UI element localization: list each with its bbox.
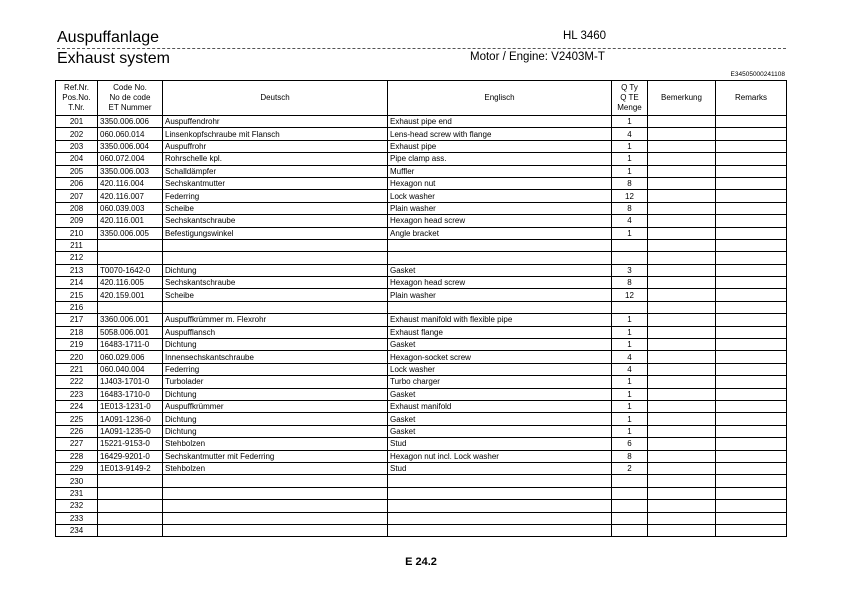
description-de-cell: Stehbolzen xyxy=(163,462,388,474)
ref-cell: 209 xyxy=(56,215,98,227)
table-row xyxy=(56,140,787,152)
table-row xyxy=(56,202,787,214)
table-row xyxy=(56,524,787,536)
table-row xyxy=(56,277,787,289)
table-row xyxy=(56,450,787,462)
ref-cell: 233 xyxy=(56,512,98,524)
table-row xyxy=(56,376,787,388)
description-de-cell xyxy=(163,252,388,264)
code-cell: 3350.006.003 xyxy=(98,165,163,177)
remarks-cell xyxy=(716,339,787,351)
remarks-cell xyxy=(716,450,787,462)
remarks-cell xyxy=(716,289,787,301)
description-de-cell: Scheibe xyxy=(163,202,388,214)
description-de-cell: Dichtung xyxy=(163,413,388,425)
col-header-ref-line: Pos.No. xyxy=(62,93,91,102)
description-en-cell: Stud xyxy=(388,462,612,474)
col-header-ref-line: T.Nr. xyxy=(68,103,85,112)
quantity-cell xyxy=(612,239,648,251)
remarks-cell xyxy=(716,177,787,189)
remarks-cell xyxy=(716,475,787,487)
quantity-cell: 1 xyxy=(612,314,648,326)
col-header-code-line: Code No. xyxy=(113,83,147,92)
table-row xyxy=(56,252,787,264)
description-de-cell xyxy=(163,500,388,512)
table-row xyxy=(56,400,787,412)
description-de-cell xyxy=(163,239,388,251)
description-de-cell: Schalldämpfer xyxy=(163,165,388,177)
table-row xyxy=(56,177,787,189)
ref-cell: 228 xyxy=(56,450,98,462)
table-row xyxy=(56,326,787,338)
description-en-cell: Gasket xyxy=(388,339,612,351)
description-de-cell xyxy=(163,524,388,536)
code-cell xyxy=(98,512,163,524)
quantity-cell: 8 xyxy=(612,177,648,189)
bemerkung-cell xyxy=(648,165,716,177)
quantity-cell: 6 xyxy=(612,438,648,450)
bemerkung-cell xyxy=(648,314,716,326)
remarks-cell xyxy=(716,239,787,251)
ref-cell: 210 xyxy=(56,227,98,239)
description-de-cell xyxy=(163,475,388,487)
code-cell xyxy=(98,301,163,313)
bemerkung-cell xyxy=(648,301,716,313)
bemerkung-cell xyxy=(648,227,716,239)
code-cell: 060.029.006 xyxy=(98,351,163,363)
description-en-cell: Gasket xyxy=(388,388,612,400)
remarks-cell xyxy=(716,487,787,499)
bemerkung-cell xyxy=(648,388,716,400)
description-de-cell: Dichtung xyxy=(163,425,388,437)
code-cell: 1E013-1231-0 xyxy=(98,400,163,412)
description-en-cell: Hexagon-socket screw xyxy=(388,351,612,363)
quantity-cell: 1 xyxy=(612,339,648,351)
remarks-cell xyxy=(716,388,787,400)
description-en-cell: Plain washer xyxy=(388,289,612,301)
remarks-cell xyxy=(716,413,787,425)
table-row xyxy=(56,512,787,524)
bemerkung-cell xyxy=(648,339,716,351)
bemerkung-cell xyxy=(648,413,716,425)
description-en-cell: Lock washer xyxy=(388,190,612,202)
description-en-cell: Muffler xyxy=(388,165,612,177)
quantity-cell: 4 xyxy=(612,351,648,363)
remarks-cell xyxy=(716,264,787,276)
col-header-englisch: Englisch xyxy=(388,81,612,116)
col-header-remarks: Remarks xyxy=(716,81,787,116)
quantity-cell: 1 xyxy=(612,376,648,388)
col-header-bemerkung: Bemerkung xyxy=(648,81,716,116)
bemerkung-cell xyxy=(648,363,716,375)
description-en-cell: Lens-head screw with flange xyxy=(388,128,612,140)
code-cell: 1E013-9149-2 xyxy=(98,462,163,474)
ref-cell: 224 xyxy=(56,400,98,412)
description-de-cell xyxy=(163,487,388,499)
description-en-cell: Exhaust pipe xyxy=(388,140,612,152)
description-de-cell xyxy=(163,301,388,313)
table-row xyxy=(56,388,787,400)
description-de-cell: Dichtung xyxy=(163,339,388,351)
code-cell: 060.039.003 xyxy=(98,202,163,214)
bemerkung-cell xyxy=(648,475,716,487)
description-de-cell: Innensechskantschraube xyxy=(163,351,388,363)
description-de-cell: Federring xyxy=(163,190,388,202)
quantity-cell: 8 xyxy=(612,202,648,214)
table-row xyxy=(56,227,787,239)
bemerkung-cell xyxy=(648,239,716,251)
ref-cell: 208 xyxy=(56,202,98,214)
description-en-cell: Exhaust manifold xyxy=(388,400,612,412)
description-en-cell: Plain washer xyxy=(388,202,612,214)
description-de-cell: Federring xyxy=(163,363,388,375)
description-de-cell: Dichtung xyxy=(163,388,388,400)
bemerkung-cell xyxy=(648,524,716,536)
description-en-cell: Angle bracket xyxy=(388,227,612,239)
code-cell: 5058.006.001 xyxy=(98,326,163,338)
table-header-row xyxy=(56,81,787,116)
quantity-cell: 12 xyxy=(612,289,648,301)
bemerkung-cell xyxy=(648,400,716,412)
remarks-cell xyxy=(716,500,787,512)
code-cell: 3350.006.005 xyxy=(98,227,163,239)
bemerkung-cell xyxy=(648,376,716,388)
ref-cell: 218 xyxy=(56,326,98,338)
code-cell: 3350.006.006 xyxy=(98,116,163,128)
quantity-cell: 1 xyxy=(612,140,648,152)
ref-cell: 216 xyxy=(56,301,98,313)
ref-cell: 219 xyxy=(56,339,98,351)
remarks-cell xyxy=(716,277,787,289)
description-en-cell xyxy=(388,252,612,264)
table-row xyxy=(56,165,787,177)
bemerkung-cell xyxy=(648,425,716,437)
remarks-cell xyxy=(716,227,787,239)
ref-cell: 201 xyxy=(56,116,98,128)
quantity-cell: 1 xyxy=(612,165,648,177)
table-row xyxy=(56,314,787,326)
description-en-cell xyxy=(388,239,612,251)
quantity-cell xyxy=(612,301,648,313)
quantity-cell xyxy=(612,475,648,487)
table-row xyxy=(56,339,787,351)
ref-cell: 221 xyxy=(56,363,98,375)
code-cell: 3350.006.004 xyxy=(98,140,163,152)
description-en-cell: Exhaust flange xyxy=(388,326,612,338)
ref-cell: 203 xyxy=(56,140,98,152)
quantity-cell: 1 xyxy=(612,388,648,400)
col-header-deutsch: Deutsch xyxy=(163,81,388,116)
ref-cell: 232 xyxy=(56,500,98,512)
remarks-cell xyxy=(716,462,787,474)
code-cell: 1J403-1701-0 xyxy=(98,376,163,388)
ref-cell: 202 xyxy=(56,128,98,140)
ref-cell: 211 xyxy=(56,239,98,251)
table-row xyxy=(56,413,787,425)
code-cell: 420.116.004 xyxy=(98,177,163,189)
quantity-cell: 12 xyxy=(612,190,648,202)
description-en-cell: Turbo charger xyxy=(388,376,612,388)
quantity-cell: 4 xyxy=(612,128,648,140)
quantity-cell xyxy=(612,512,648,524)
description-en-cell: Exhaust manifold with flexible pipe xyxy=(388,314,612,326)
description-en-cell: Gasket xyxy=(388,425,612,437)
remarks-cell xyxy=(716,140,787,152)
remarks-cell xyxy=(716,400,787,412)
description-de-cell: Auspuffendrohr xyxy=(163,116,388,128)
quantity-cell xyxy=(612,487,648,499)
bemerkung-cell xyxy=(648,128,716,140)
remarks-cell xyxy=(716,314,787,326)
table-row xyxy=(56,475,787,487)
remarks-cell xyxy=(716,202,787,214)
table-row xyxy=(56,462,787,474)
ref-cell: 204 xyxy=(56,153,98,165)
ref-cell: 217 xyxy=(56,314,98,326)
ref-cell: 231 xyxy=(56,487,98,499)
remarks-cell xyxy=(716,351,787,363)
description-en-cell xyxy=(388,524,612,536)
code-cell: T0070-1642-0 xyxy=(98,264,163,276)
description-en-cell xyxy=(388,301,612,313)
code-cell: 1A091-1235-0 xyxy=(98,425,163,437)
document-reference: E34505000241108 xyxy=(730,71,785,78)
remarks-cell xyxy=(716,252,787,264)
ref-cell: 213 xyxy=(56,264,98,276)
col-header-ref xyxy=(56,81,98,116)
bemerkung-cell xyxy=(648,202,716,214)
description-de-cell: Sechskantschraube xyxy=(163,277,388,289)
bemerkung-cell xyxy=(648,487,716,499)
table-row xyxy=(56,487,787,499)
page-title-german: Auspuffanlage xyxy=(57,29,160,46)
bemerkung-cell xyxy=(648,512,716,524)
code-cell: 060.040.004 xyxy=(98,363,163,375)
description-en-cell xyxy=(388,512,612,524)
description-en-cell: Lock washer xyxy=(388,363,612,375)
quantity-cell: 1 xyxy=(612,413,648,425)
quantity-cell xyxy=(612,252,648,264)
table-row xyxy=(56,363,787,375)
col-header-code-line: ET Nummer xyxy=(108,103,152,112)
bemerkung-cell xyxy=(648,140,716,152)
code-cell xyxy=(98,500,163,512)
ref-cell: 215 xyxy=(56,289,98,301)
quantity-cell: 8 xyxy=(612,450,648,462)
code-cell xyxy=(98,252,163,264)
bemerkung-cell xyxy=(648,153,716,165)
description-de-cell xyxy=(163,512,388,524)
description-de-cell: Rohrschelle kpl. xyxy=(163,153,388,165)
description-en-cell: Pipe clamp ass. xyxy=(388,153,612,165)
table-row xyxy=(56,264,787,276)
model-number: HL 3460 xyxy=(563,30,607,42)
ref-cell: 222 xyxy=(56,376,98,388)
ref-cell: 227 xyxy=(56,438,98,450)
code-cell: 16483-1711-0 xyxy=(98,339,163,351)
quantity-cell: 1 xyxy=(612,227,648,239)
quantity-cell: 2 xyxy=(612,462,648,474)
remarks-cell xyxy=(716,128,787,140)
table-row xyxy=(56,215,787,227)
ref-cell: 229 xyxy=(56,462,98,474)
description-de-cell: Scheibe xyxy=(163,289,388,301)
col-header-code-line: No de code xyxy=(109,93,151,102)
description-en-cell xyxy=(388,475,612,487)
code-cell: 420.116.005 xyxy=(98,277,163,289)
code-cell: 16483-1710-0 xyxy=(98,388,163,400)
bemerkung-cell xyxy=(648,326,716,338)
ref-cell: 234 xyxy=(56,524,98,536)
bemerkung-cell xyxy=(648,215,716,227)
bemerkung-cell xyxy=(648,252,716,264)
header-divider xyxy=(57,48,786,49)
remarks-cell xyxy=(716,190,787,202)
description-en-cell: Hexagon nut incl. Lock washer xyxy=(388,450,612,462)
code-cell xyxy=(98,239,163,251)
quantity-cell: 4 xyxy=(612,215,648,227)
bemerkung-cell xyxy=(648,264,716,276)
code-cell: 060.072.004 xyxy=(98,153,163,165)
quantity-cell xyxy=(612,500,648,512)
table-row xyxy=(56,289,787,301)
remarks-cell xyxy=(716,524,787,536)
description-de-cell: Auspuffkrümmer xyxy=(163,400,388,412)
quantity-cell: 4 xyxy=(612,363,648,375)
bemerkung-cell xyxy=(648,500,716,512)
description-en-cell: Hexagon head screw xyxy=(388,277,612,289)
description-de-cell: Dichtung xyxy=(163,264,388,276)
table-row xyxy=(56,116,787,128)
quantity-cell: 8 xyxy=(612,277,648,289)
remarks-cell xyxy=(716,116,787,128)
code-cell xyxy=(98,487,163,499)
description-de-cell: Befestigungswinkel xyxy=(163,227,388,239)
bemerkung-cell xyxy=(648,450,716,462)
description-de-cell: Sechskantschraube xyxy=(163,215,388,227)
description-en-cell: Hexagon head screw xyxy=(388,215,612,227)
col-header-qty-line: Q TE xyxy=(620,93,639,102)
table-row xyxy=(56,438,787,450)
remarks-cell xyxy=(716,215,787,227)
engine-label: Motor / Engine: V2403M-T xyxy=(470,51,605,63)
remarks-cell xyxy=(716,425,787,437)
parts-table xyxy=(55,80,787,537)
description-en-cell: Gasket xyxy=(388,413,612,425)
quantity-cell: 1 xyxy=(612,400,648,412)
bemerkung-cell xyxy=(648,116,716,128)
description-de-cell: Auspuffkrümmer m. Flexrohr xyxy=(163,314,388,326)
quantity-cell: 1 xyxy=(612,116,648,128)
remarks-cell xyxy=(716,165,787,177)
bemerkung-cell xyxy=(648,277,716,289)
ref-cell: 214 xyxy=(56,277,98,289)
ref-cell: 226 xyxy=(56,425,98,437)
code-cell: 420.116.001 xyxy=(98,215,163,227)
remarks-cell xyxy=(716,512,787,524)
bemerkung-cell xyxy=(648,289,716,301)
remarks-cell xyxy=(716,301,787,313)
table-row xyxy=(56,500,787,512)
description-en-cell xyxy=(388,500,612,512)
remarks-cell xyxy=(716,153,787,165)
page-number: E 24.2 xyxy=(405,556,437,568)
bemerkung-cell xyxy=(648,462,716,474)
description-en-cell: Hexagon nut xyxy=(388,177,612,189)
code-cell xyxy=(98,475,163,487)
code-cell: 420.159.001 xyxy=(98,289,163,301)
col-header-code xyxy=(98,81,163,116)
table-row xyxy=(56,239,787,251)
quantity-cell: 3 xyxy=(612,264,648,276)
remarks-cell xyxy=(716,326,787,338)
description-de-cell: Auspuffrohr xyxy=(163,140,388,152)
ref-cell: 205 xyxy=(56,165,98,177)
table-row xyxy=(56,128,787,140)
quantity-cell: 1 xyxy=(612,153,648,165)
col-header-ref-line: Ref.Nr. xyxy=(64,83,89,92)
ref-cell: 212 xyxy=(56,252,98,264)
table-row xyxy=(56,425,787,437)
bemerkung-cell xyxy=(648,351,716,363)
table-row xyxy=(56,301,787,313)
table-row xyxy=(56,153,787,165)
bemerkung-cell xyxy=(648,438,716,450)
quantity-cell: 1 xyxy=(612,425,648,437)
remarks-cell xyxy=(716,363,787,375)
ref-cell: 223 xyxy=(56,388,98,400)
ref-cell: 230 xyxy=(56,475,98,487)
col-header-qty-line: Menge xyxy=(617,103,642,112)
ref-cell: 225 xyxy=(56,413,98,425)
quantity-cell: 1 xyxy=(612,326,648,338)
description-en-cell xyxy=(388,487,612,499)
description-de-cell: Turbolader xyxy=(163,376,388,388)
description-en-cell: Stud xyxy=(388,438,612,450)
code-cell: 15221-9153-0 xyxy=(98,438,163,450)
ref-cell: 207 xyxy=(56,190,98,202)
remarks-cell xyxy=(716,376,787,388)
ref-cell: 206 xyxy=(56,177,98,189)
col-header-qty-line: Q Ty xyxy=(621,83,638,92)
quantity-cell xyxy=(612,524,648,536)
code-cell: 060.060.014 xyxy=(98,128,163,140)
bemerkung-cell xyxy=(648,177,716,189)
table-row xyxy=(56,351,787,363)
col-header-qty xyxy=(612,81,648,116)
description-de-cell: Sechskantmutter mit Federring xyxy=(163,450,388,462)
code-cell xyxy=(98,524,163,536)
ref-cell: 220 xyxy=(56,351,98,363)
description-de-cell: Linsenkopfschraube mit Flansch xyxy=(163,128,388,140)
code-cell: 16429-9201-0 xyxy=(98,450,163,462)
description-de-cell: Auspufflansch xyxy=(163,326,388,338)
page-title-english: Exhaust system xyxy=(57,50,170,67)
description-de-cell: Sechskantmutter xyxy=(163,177,388,189)
code-cell: 420.116.007 xyxy=(98,190,163,202)
bemerkung-cell xyxy=(648,190,716,202)
description-de-cell: Stehbolzen xyxy=(163,438,388,450)
description-en-cell: Exhaust pipe end xyxy=(388,116,612,128)
remarks-cell xyxy=(716,438,787,450)
code-cell: 1A091-1236-0 xyxy=(98,413,163,425)
description-en-cell: Gasket xyxy=(388,264,612,276)
code-cell: 3360.006.001 xyxy=(98,314,163,326)
table-row xyxy=(56,190,787,202)
